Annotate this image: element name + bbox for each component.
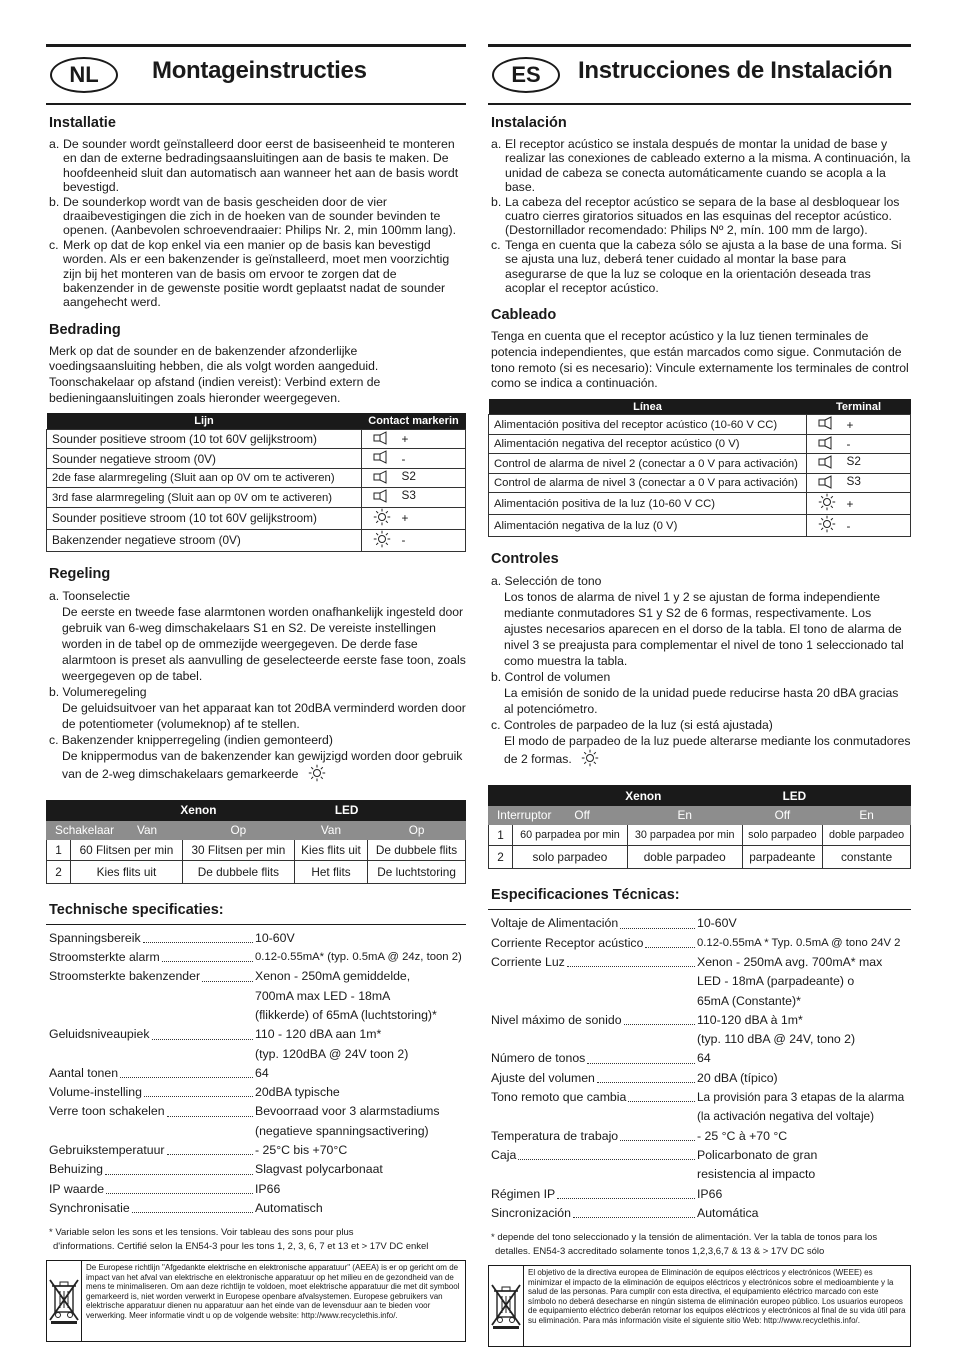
section-header (46, 47, 466, 99)
heading-installation: Instalación (491, 115, 567, 131)
spec-row (491, 992, 911, 1011)
item-letter: b. (491, 194, 502, 209)
control-cell: Het flits (294, 860, 367, 883)
wiring-row (47, 468, 466, 488)
spec-row (491, 1049, 911, 1068)
installation-list (46, 137, 466, 310)
spec-row (491, 1146, 911, 1165)
wiring-marker: - (847, 515, 911, 537)
col-xenon: Xenon (489, 786, 743, 806)
wiring-line: Sounder negatieve stroom (0V) (47, 449, 362, 469)
installation-item (49, 238, 466, 310)
spec-row (49, 1160, 466, 1179)
spec-row (49, 1141, 466, 1160)
control-cell: De dubbele flits (368, 839, 466, 860)
spec-row (491, 914, 911, 933)
spec-key: Gebruikstemperatuur (49, 1143, 165, 1158)
installation-item (49, 137, 466, 195)
column-es (488, 44, 911, 1347)
controls-section (488, 573, 911, 771)
spec-key: Stroomsterkte bakenzender (49, 969, 201, 984)
spec-key: Tono remoto que cambia (491, 1090, 627, 1105)
section-header (488, 47, 911, 99)
spec-value: 110-120 dBA à 1m* (697, 1012, 803, 1027)
spec-row (49, 1180, 466, 1199)
spec-key: Corriente Receptor acústico (491, 935, 644, 950)
control-cell: 30 Flitsen per min (182, 839, 294, 860)
spec-row (49, 1006, 466, 1025)
control-row-1 (489, 825, 911, 846)
wiring-line: Alimentación positiva de la luz (10-60 V CC) (489, 493, 807, 515)
wiring-row (47, 529, 466, 551)
spec-row (491, 1011, 911, 1030)
wiring-line: Alimentación negativa de la luz (0 V) (489, 515, 807, 537)
control-b-label: b. Control de volumen (491, 670, 611, 685)
installation-item (491, 238, 911, 296)
spec-key: Volume-instelling (49, 1085, 142, 1100)
heading-controls: Regeling (49, 565, 111, 582)
wiring-marker: S3 (402, 488, 466, 508)
spec-value: Policarbonato de gran (697, 1147, 818, 1162)
spec-value: IP66 (255, 1181, 281, 1196)
beacon-icon (362, 507, 402, 529)
spec-value: IP66 (697, 1186, 723, 1201)
beacon-icon (362, 529, 402, 551)
wiring-row (489, 434, 911, 454)
item-letter: c. (49, 237, 59, 252)
controls-section (46, 588, 466, 786)
installation-item (49, 195, 466, 238)
wiring-line: Bakenzender negatieve stroom (0V) (47, 529, 362, 551)
spec-value: Automatisch (255, 1200, 323, 1215)
col-led: LED (294, 800, 465, 820)
wiring-row (47, 507, 466, 529)
wiring-marker: + (402, 429, 466, 449)
spec-value: La provisión para 3 etapas de la alarma (697, 1090, 905, 1105)
spec-key: Geluidsniveaupiek (49, 1027, 150, 1042)
page-title: Instrucciones de Instalación (578, 57, 893, 84)
wiring-marker: + (847, 415, 911, 435)
weee-notice (488, 1265, 911, 1347)
spec-rule (488, 909, 911, 910)
spec-rule (46, 924, 466, 925)
spec-key: Nivel máximo de sonido (491, 1012, 622, 1027)
wiring-marker: - (847, 434, 911, 454)
off-label: Off (574, 808, 590, 823)
spec-key: Número de tonos (491, 1051, 586, 1066)
wiring-marker: S2 (847, 454, 911, 474)
off-label: Off (742, 806, 823, 825)
wiring-marker: - (402, 529, 466, 551)
off-label: Van (294, 820, 367, 839)
spec-key: Verre toon schakelen (49, 1104, 165, 1119)
spec-value: 10-60V (697, 916, 737, 931)
spec-value: 10-60V (255, 930, 295, 945)
spec-list (46, 929, 466, 1218)
spec-list (488, 914, 911, 1223)
control-cell: 2 (489, 846, 513, 869)
spec-key: Sincronización (491, 1205, 571, 1220)
sounder-icon (807, 434, 847, 454)
wiring-row (47, 488, 466, 508)
control-c-text: De knippermodus van de bakenzender kan gewijzigd worden door gebruik van de 2-weg dimschakelaars gemarkeerde (62, 748, 463, 781)
wiring-text: Merk op dat de sounder en de bakenzender afzonderlijke voedingsaansluiting hebben, die als volgt worden aangeduid. Toonschakelaar op afstand (indien vereist): Verbind extern de bedieningaansluitingen zoals hieronder weergegeven. (49, 343, 381, 405)
wiring-line: Sounder positieve stroom (10 tot 60V gelijkstroom) (47, 507, 362, 529)
wiring-col-line: Línea (489, 399, 807, 415)
control-cell: 60 Flitsen per min (71, 839, 183, 860)
control-table (46, 800, 466, 884)
spec-row (49, 967, 466, 986)
sounder-icon (362, 429, 402, 449)
wiring-line: Control de alarma de nivel 3 (conectar a 0 V para activación) (489, 473, 807, 493)
wiring-col-marker: Contact markerin (362, 413, 466, 429)
spec-row (491, 1088, 911, 1107)
language-badge: NL (50, 57, 118, 93)
switch-label: Interruptor (497, 808, 552, 823)
control-row-1 (47, 839, 466, 860)
spec-value: (la activación negativa del voltaje) (697, 1109, 875, 1124)
heading-specs: Technische specificaties: (49, 901, 224, 918)
spec-value: 0.12-0.55mA * Typ. 0.5mA @ tono 24V 2 (697, 936, 901, 949)
spec-row (491, 1185, 911, 1204)
spec-key: Caja (491, 1147, 517, 1162)
spec-row (491, 1204, 911, 1223)
control-b-text: De geluidsuitvoer van het apparaat kan tot 20dBA verminderd worden door de potentiometer (volumeknop) af te stellen. (62, 700, 466, 731)
item-text: El receptor acústico se instala después de montar la unidad de base y realizar las conexiones de cableado externo a la misma. A continuación, la unidad de cabeza se conecta automáticamente cuando se acopla a la base. (505, 137, 911, 195)
spec-row (491, 934, 911, 953)
title-rule (46, 103, 466, 105)
wiring-table (488, 399, 911, 538)
installation-item (491, 195, 911, 238)
spec-row (49, 1102, 466, 1121)
wiring-row (489, 473, 911, 493)
control-a-label: a. Toonselectie (49, 588, 131, 603)
wiring-table (46, 413, 466, 552)
title-rule (488, 103, 911, 105)
sounder-icon (807, 473, 847, 493)
spec-value: Slagvast polycarbonaat (255, 1162, 383, 1177)
weee-text: De Europese richtlijn "Afgedankte elektrische en elektronische apparatuur" (AEEA) is er op gericht om de impact van het afval van elektrische en elektronische apparatuur op het milieu en de gezondheid van de mens te minimaliseren. Om aan deze richtlijn te voldoen, moet elektrische apparatuur die met dit symbool gemarkeerd is, niet worden verwerkt in Europese openbare afvalsystemen. Europese gebruikers van elektrische apparatuur dienen nu apparatuur aan het einde van de levensduur aan te bieden voor verwerking. Meer informatie vindt u op de volgende website: http://www.recyclethis.info/. (86, 1263, 460, 1320)
wiring-col-marker: Terminal (807, 399, 911, 415)
spec-row (49, 929, 466, 948)
control-cell: Kies flits uit (294, 839, 367, 860)
spec-value: 20 dBA (típico) (697, 1070, 778, 1085)
wiring-line: 2de fase alarmregeling (Sluit aan op 0V om te activeren) (47, 468, 362, 488)
wiring-line: Alimentación positiva del receptor acústico (10-60 V CC) (489, 415, 807, 435)
wiring-line: Control de alarma de nivel 2 (conectar a 0 V para activación) (489, 454, 807, 474)
spec-row (49, 1045, 466, 1064)
spec-value: (typ. 120dBA @ 24V toon 2) (255, 1046, 409, 1061)
spec-row (49, 948, 466, 967)
control-cell: 60 parpadea por min (513, 825, 628, 846)
spec-value: Xenon - 250mA gemiddelde, (255, 969, 411, 984)
item-letter: b. (49, 194, 60, 209)
spec-value: - 25°C bis +70°C (255, 1143, 348, 1158)
on-label: Op (182, 820, 294, 839)
control-a-text: De eerste en tweede fase alarmtonen worden onafhankelijk ingesteld door gebruik van 6-weg dimschakelaars S1 en S2. De vereiste instellingen worden in de tabel op de ommezijde weergegeven. De derde fase alarmtoon is preset als aanvulling de geselecteerde eerste fase toon, zoals weergegeven op de tabel. (62, 604, 466, 683)
item-text: De sounderkop wordt van de basis gescheiden door de vier draaibevestigingen die zich in de hoeken van de sounder bevinden te openen. (Aanbevolen schroevendraaier: Philips Nr. 2, min 100mm lang). (63, 194, 457, 238)
spec-footnote: * Variable selon les sons et les tensions. Voir tableau des sons pour plus d'informations. Certifié selon la EN54-3 pour les tons 1, 2, 3, 6, 7 et 13 et > 17V DC enkel (49, 1227, 429, 1253)
spec-value: (flikkerde) of 65mA (luchtstoring)* (255, 1007, 437, 1022)
spec-row (491, 953, 911, 972)
wiring-line: 3rd fase alarmregeling (Sluit aan op 0V om te activeren) (47, 488, 362, 508)
wiring-col-line: Lijn (47, 413, 362, 429)
installation-item (491, 137, 911, 195)
wiring-line: Sounder positieve stroom (10 tot 60V gelijkstroom) (47, 429, 362, 449)
spec-row (49, 1122, 466, 1141)
spec-value: 65mA (Constante)* (697, 993, 801, 1008)
spec-row (491, 1107, 911, 1126)
spec-value: 110 - 120 dBA aan 1m* (255, 1027, 382, 1042)
wiring-row (47, 449, 466, 469)
wiring-marker: S2 (402, 468, 466, 488)
column-nl (46, 44, 466, 1342)
item-text: De sounder wordt geïnstalleerd door eerst de basiseenheid te monteren en dan de externe bedradingsaansluitingen aan de basis te maken. De hoofdeenheid sluit dan automatisch aan wanneer het aan de basis wordt bevestigd. (63, 137, 459, 195)
wiring-marker: - (402, 449, 466, 469)
weee-text: El objetivo de la directiva europea de Eliminación de equipos eléctricos y electrónicos (WEEE) es minimizar el impacto de la eliminación de equipos eléctricos y electrónicos sobre el medioambiente y la salud de las personas. Para cumplir con esta directiva, el equipamiento eléctrico marcado con este símbolo no deberá desecharse en ningún sistema de eliminación europeo público. Los usuarios europeos de equipamiento eléctrico deberán retornar los equipos eléctricos y electrónicos al final de su vida útil para su eliminación. Para más información visite el siguiente sitio Web: http://www.recyclethis.info/. (528, 1268, 906, 1325)
control-cell: De luchtstoring (368, 860, 466, 883)
wiring-row (489, 515, 911, 537)
spec-key: Stroomsterkte alarm (49, 950, 160, 965)
sounder-icon (807, 415, 847, 435)
item-text: La cabeza del receptor acústico se separa de la base al desbloquear los cuatro cierres giratorios situados en las esquinas del receptor acústico. (Destornillador recomendado: Philips Nº 2, mín. 100 mm de largo). (505, 194, 900, 238)
wiring-row (489, 415, 911, 435)
control-row-2 (47, 860, 466, 883)
control-cell: solo parpadeo (513, 846, 628, 869)
spec-row (49, 1025, 466, 1044)
wiring-row (489, 493, 911, 515)
spec-key: Ajuste del volumen (491, 1070, 595, 1085)
sounder-icon (362, 449, 402, 469)
wiring-marker: + (847, 493, 911, 515)
spec-key: Régimen IP (491, 1186, 556, 1201)
control-cell: 1 (489, 825, 513, 846)
beacon-icon (807, 493, 847, 515)
spec-row (49, 1083, 466, 1102)
spec-value: LED - 18mA (parpadeante) o (697, 974, 855, 989)
beacon-icon (308, 764, 326, 786)
language-badge: ES (492, 57, 560, 93)
page-title: Montageinstructies (152, 57, 367, 84)
heading-wiring: Bedrading (49, 321, 121, 338)
control-cell: 1 (47, 839, 71, 860)
control-a-label: a. Selección de tono (491, 574, 602, 589)
spec-value: 64 (697, 1051, 711, 1066)
heading-wiring: Cableado (491, 307, 557, 324)
spec-footnote: * depende del tono seleccionado y la tensión de alimentación. Ver la tabla de tonos para los detalles. EN54-3 accreditado solamente tonos 1,2,3,6,7 & 13 & > 17V DC sólo (491, 1232, 878, 1258)
sounder-icon (362, 488, 402, 508)
spec-key: Behuizing (49, 1162, 104, 1177)
spec-value: resistencia al impacto (697, 1167, 816, 1182)
off-label: Van (136, 822, 158, 837)
item-letter: a. (49, 137, 60, 151)
wiring-row (489, 454, 911, 474)
spec-value: - 25 °C à +70 °C (697, 1128, 788, 1143)
control-table (488, 785, 911, 869)
spec-value: Xenon - 250mA avg. 700mA* max (697, 954, 883, 969)
sounder-icon (807, 454, 847, 474)
col-xenon: Xenon (47, 800, 295, 820)
spec-value: Bevoorraad voor 3 alarmstadiums (255, 1104, 440, 1119)
spec-key: Temperatura de trabajo (491, 1128, 619, 1143)
control-cell: Kies flits uit (71, 860, 183, 883)
spec-key: Aantal tonen (49, 1065, 119, 1080)
spec-value: 64 (255, 1065, 269, 1080)
installation-list (488, 137, 911, 295)
heading-installation: Installatie (49, 115, 116, 131)
switch-label: Schakelaar (55, 822, 115, 837)
wiring-line: Alimentación negativa del receptor acústico (0 V) (489, 434, 807, 454)
beacon-icon (807, 515, 847, 537)
control-cell: parpadeante (742, 846, 823, 869)
wiring-marker: + (402, 507, 466, 529)
control-cell: solo parpadeo (742, 825, 823, 846)
heading-specs: Especificaciones Técnicas: (491, 887, 680, 904)
spec-value: (negatieve spanningsactivering) (255, 1123, 429, 1138)
weee-notice (46, 1260, 466, 1342)
sounder-icon (362, 468, 402, 488)
spec-key: Spanningsbereik (49, 930, 141, 945)
on-label: Op (368, 820, 466, 839)
item-letter: c. (491, 237, 501, 252)
spec-value: 0.12-0.55mA* (typ. 0.5mA @ 24z, toon 2) (255, 951, 462, 964)
spec-key: Voltaje de Alimentación (491, 916, 619, 931)
control-cell: De dubbele flits (182, 860, 294, 883)
spec-value: 700mA max LED - 18mA (255, 988, 391, 1003)
wiring-text: Tenga en cuenta que el receptor acústico y la luz tienen terminales de potencia independientes, que están marcados como sigue. Conmutación de tono remoto (si es necesario): Vincule externamente los terminales de control como se indica a continuación. (491, 329, 909, 391)
spec-value: (typ. 110 dBA @ 24V, tono 2) (697, 1032, 856, 1047)
spec-row (491, 1165, 911, 1184)
spec-key: IP waarde (49, 1181, 105, 1196)
control-c-text: El modo de parpadeo de la luz puede alterarse mediante los conmutadores de 2 formas. (504, 734, 911, 767)
spec-row (491, 1127, 911, 1146)
spec-key: Synchronisatie (49, 1200, 130, 1215)
spec-row (491, 972, 911, 991)
item-letter: a. (491, 137, 502, 151)
wiring-marker: S3 (847, 473, 911, 493)
weee-bin-icon (489, 1266, 524, 1346)
col-led: LED (742, 786, 910, 806)
control-c-label: c. Controles de parpadeo de la luz (si está ajustada) (491, 718, 773, 733)
control-cell: doble parpadeo (627, 846, 742, 869)
spec-value: 20dBA typische (255, 1085, 340, 1100)
control-cell: 2 (47, 860, 71, 883)
control-a-text: Los tonos de alarma de nivel 1 y 2 se ajustan de forma independiente mediante conmutadores S1 y S2 de 6 formas, respectivamente. Los ajustes necesarios aparecen en el dorso de la tabla. El tono de alarma de nivel 3 se preajusta para complementar el nivel de tono 1 seleccionado tal como muestra la tabla. (504, 590, 904, 669)
spec-value: Automática (697, 1205, 759, 1220)
control-cell: constante (823, 846, 911, 869)
spec-key: Corriente Luz (491, 954, 565, 969)
on-label: En (627, 806, 742, 825)
control-cell: doble parpadeo (823, 825, 911, 846)
beacon-icon (581, 749, 599, 771)
control-b-label: b. Volumeregeling (49, 684, 147, 699)
spec-row (491, 1069, 911, 1088)
spec-row (49, 1199, 466, 1218)
control-row-2 (489, 846, 911, 869)
spec-row (49, 1064, 466, 1083)
weee-bin-icon (47, 1261, 82, 1341)
on-label: En (823, 806, 911, 825)
heading-controls: Controles (491, 551, 559, 568)
control-b-text: La emisión de sonido de la unidad puede reducirse hasta 20 dBA gracias al potenciómetro. (504, 686, 899, 717)
control-cell: 30 parpadea por min (627, 825, 742, 846)
item-text: Tenga en cuenta que la cabeza sólo se ajusta a la base de una forma. Si se ajusta una luz, deberá tener cuidado al montar la base para asegurarse de que la luz se coloque en la orientación deseada tras acoplar el receptor acústico. (505, 237, 902, 296)
wiring-row (47, 429, 466, 449)
spec-row (491, 1030, 911, 1049)
control-c-label: c. Bakenzender knipperregeling (indien gemonteerd) (49, 732, 333, 747)
spec-row (49, 987, 466, 1006)
item-text: Merk op dat de kop enkel via een manier op de basis kan bevestigd worden. Als er een bakenzender is geïnstalleerd, moet men voorzichtig zijn bij het monteren van de basis om ervoor te zorgen dat de bakenzender in de gewenste positie wordt geplaatst nadat de sounder aangehecht werd. (63, 237, 450, 310)
